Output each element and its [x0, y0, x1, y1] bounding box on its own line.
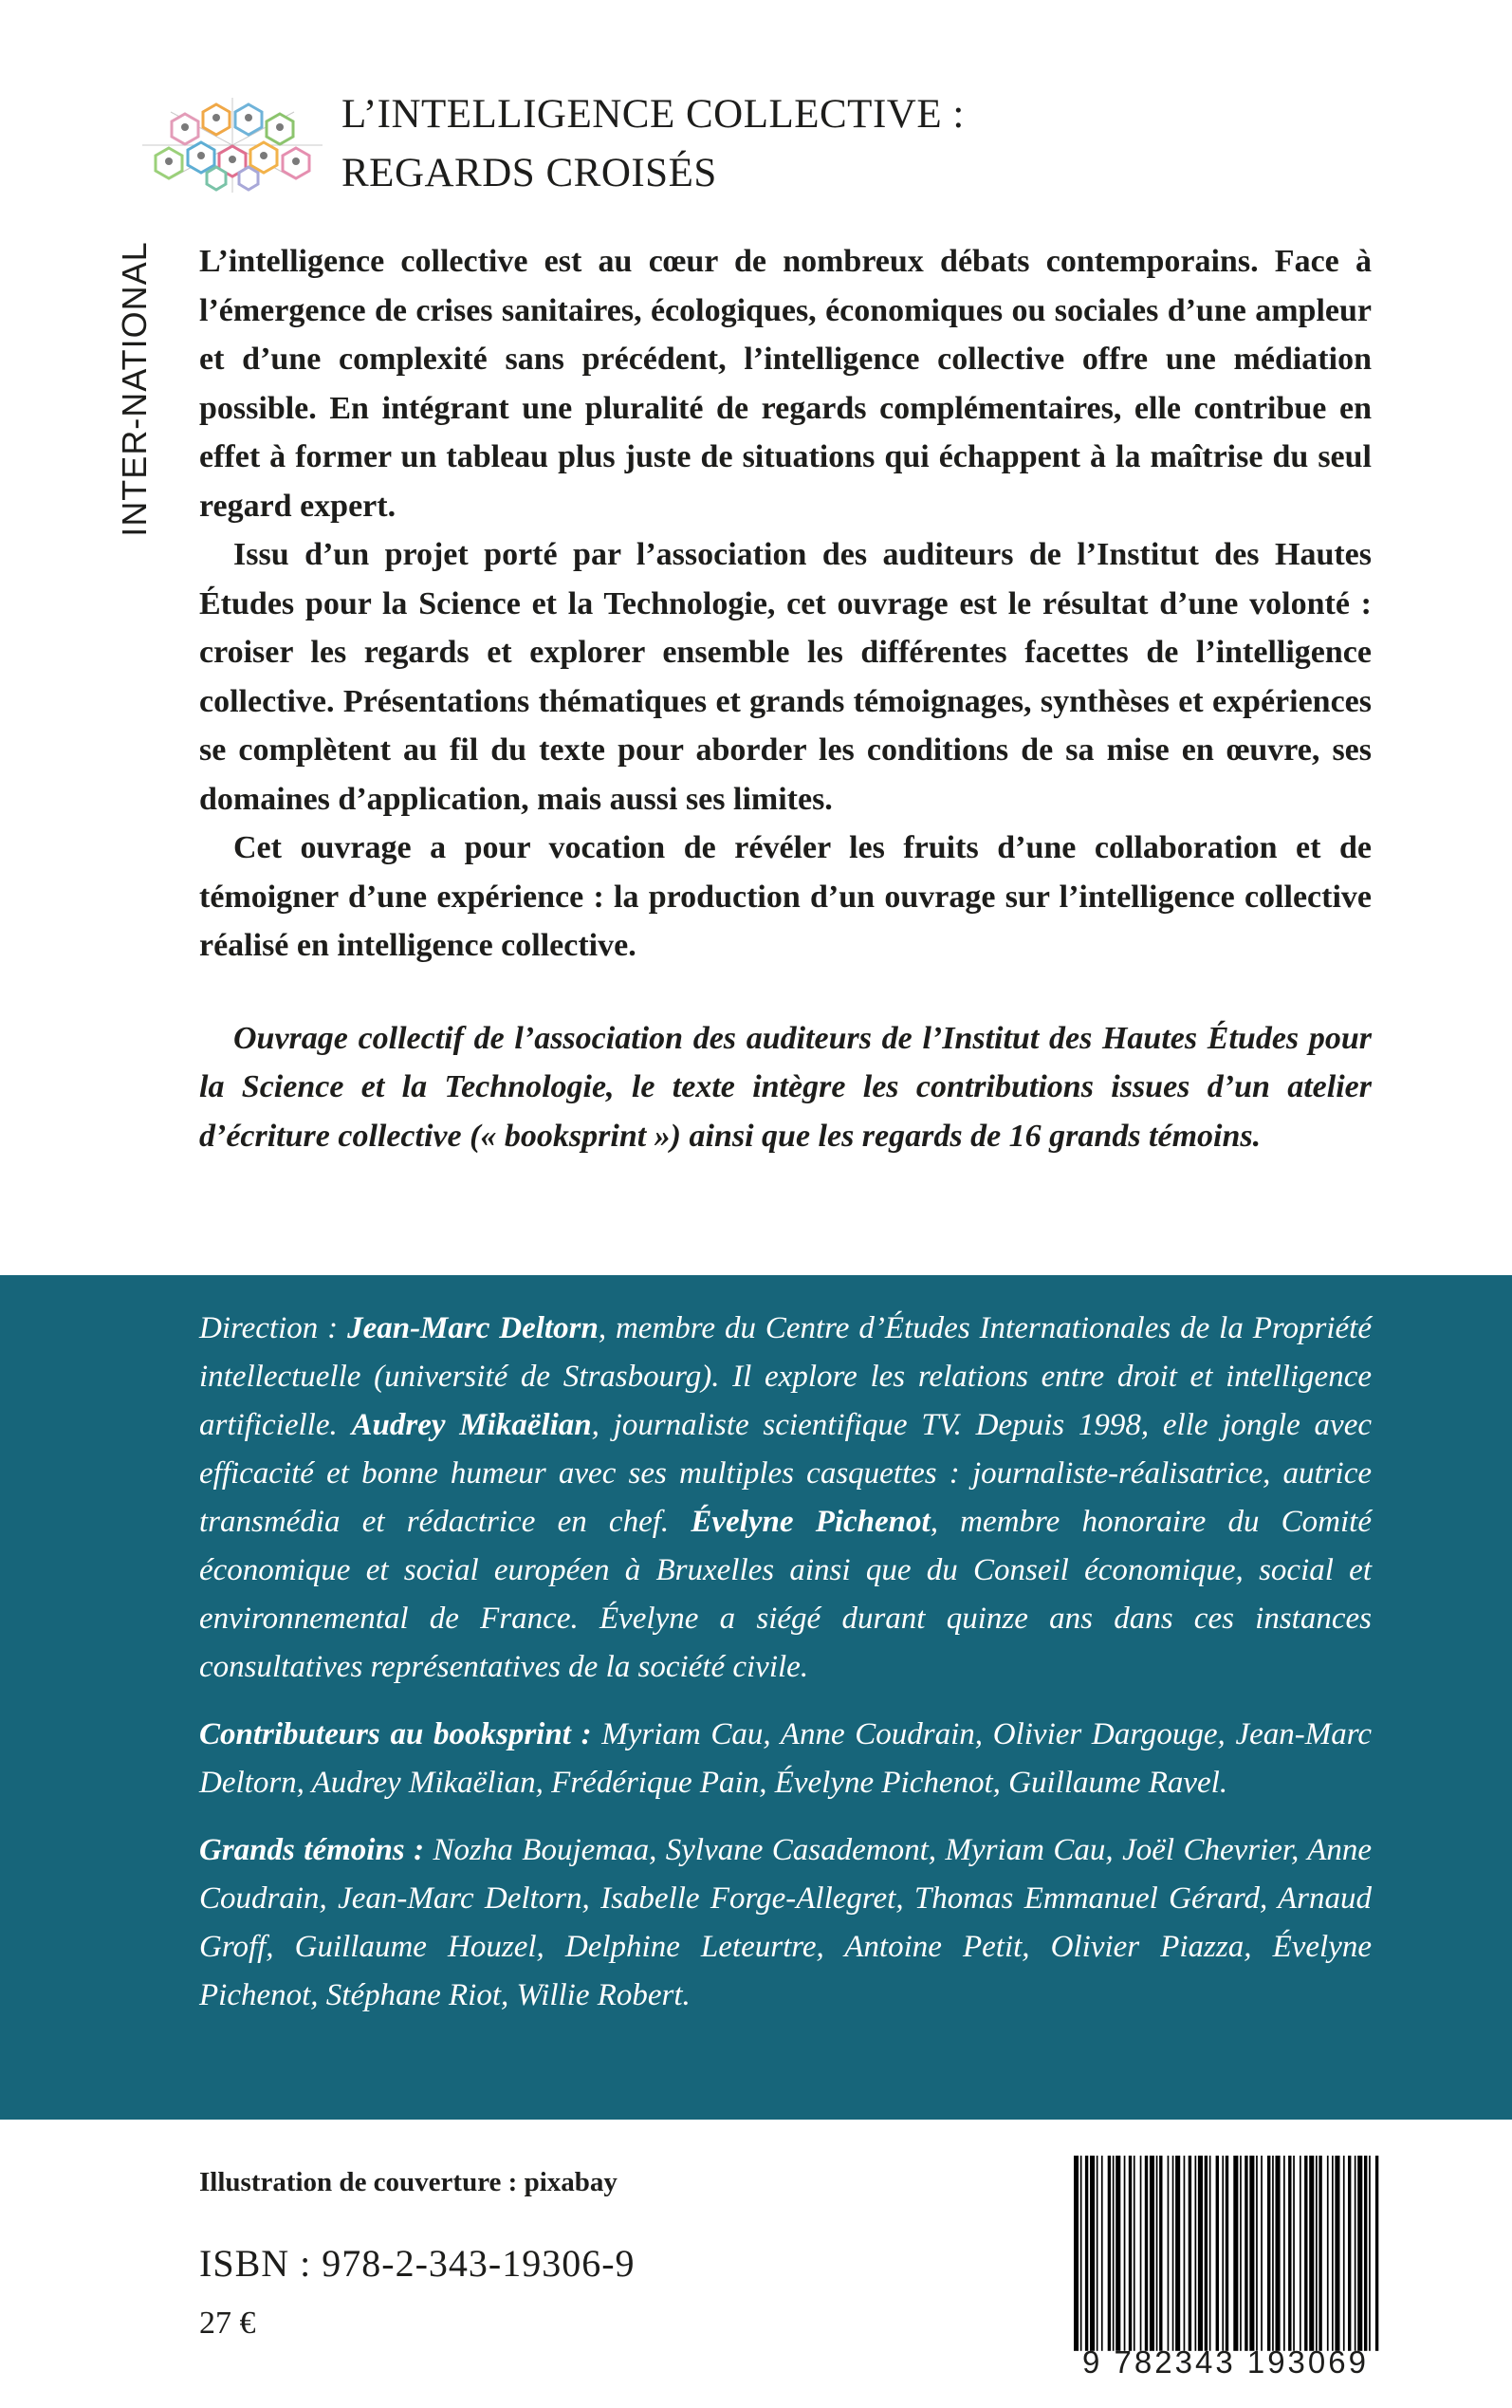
barcode-bar — [1209, 2156, 1211, 2351]
barcode-bar — [1156, 2156, 1158, 2351]
barcode-bar — [1283, 2156, 1285, 2351]
barcode-bar — [1097, 2156, 1098, 2351]
barcode-bar — [1172, 2156, 1174, 2351]
barcode-bar — [1168, 2156, 1170, 2351]
barcode-bar — [1101, 2156, 1103, 2351]
witnesses-list: Nozha Boujemaa, Sylvane Casademont, Myriam Cau, Joël Chevrier, Anne Coudrain, Jean-Marc Deltorn, Isabelle Forge-Allegret, Thomas Emmanuel Gérard, Arnaud Groff, Guillaume Houzel, Delphine Leteurtre, Antoine Petit, Olivier Piazza, Évelyne Pichenot, Stéphane Riot, Willie Robert. — [199, 1833, 1372, 2012]
price: 27 € — [199, 2306, 256, 2341]
barcode-bar — [1226, 2156, 1228, 2351]
barcode-bar — [1159, 2156, 1162, 2351]
network-logo — [133, 93, 332, 197]
author-2-name: Audrey Mikaëlian — [351, 1408, 592, 1442]
barcode-bar — [1267, 2156, 1270, 2351]
isbn: ISBN : 978-2-343-19306-9 — [199, 2242, 636, 2285]
back-cover-summary — [199, 237, 1372, 1160]
barcode-bar — [1195, 2156, 1197, 2351]
barcode-bar — [1189, 2156, 1191, 2351]
contributors-list: Myriam Cau, Anne Coudrain, Olivier Dargouge, Jean-Marc Deltorn, Audrey Mikaëlian, Frédérique Pain, Évelyne Pichenot, Guillaume Ravel. — [199, 1717, 1372, 1800]
summary-paragraph-2: Issu d’un projet porté par l’association des auditeurs de l’Institut des Hautes Études pour la Science et la Technologie, cet ouvrage est le résultat d’une volonté : croiser les regards et explorer ensemble les différentes facettes de l’intelligence collective. Présentations thématiques et grands témoignages, synthèses et expériences se complètent au fil du texte pour aborder les conditions de sa mise en œuvre, ses domaines d’application, mais aussi ses limites. — [199, 537, 1372, 817]
series-label: INTER-NATIONAL — [115, 241, 154, 537]
barcode-bar — [1145, 2156, 1148, 2351]
barcode-bar — [1364, 2156, 1367, 2351]
title-line-2: REGARDS CROISÉS — [341, 151, 717, 195]
barcode-bar — [1108, 2156, 1111, 2351]
summary-paragraph-1: L’intelligence collective est au cœur de nombreux débats contemporains. Face à l’émergence de crises sanitaires, écologiques, économiques ou sociales d’une ampleur et d’une complexité sans précédent, l’intelligence collective offre une médiation possible. En intégrant une pluralité de regards complémentaires, elle contribue en effet à former un tableau plus juste de situations qui échappent à la maîtrise du seul regard expert. — [199, 244, 1372, 524]
barcode-bar — [1085, 2156, 1088, 2351]
barcode-bar — [1300, 2156, 1301, 2351]
witnesses-label: Grands témoins : — [199, 1833, 433, 1867]
barcode-bar — [1175, 2156, 1180, 2351]
barcode-bar — [1080, 2156, 1082, 2351]
hex-node-11 — [239, 167, 258, 190]
barcode-bar — [1309, 2156, 1314, 2351]
barcode-bar — [1304, 2156, 1307, 2351]
barcode-bar — [1332, 2156, 1334, 2351]
barcode-bar — [1335, 2156, 1339, 2351]
barcode-bar — [1245, 2156, 1247, 2351]
barcode-bar — [1240, 2156, 1242, 2351]
barcode-bar — [1249, 2156, 1254, 2351]
collective-note: Ouvrage collectif de l’association des auditeurs de l’Institut des Hautes Études pour la Science et la Technologie, le texte intègre les contributions issues d’un atelier d’écriture collective (« booksprint ») ainsi que les regards de 16 grands témoins. — [199, 1020, 1372, 1154]
contributors-label: Contributeurs au booksprint : — [199, 1717, 602, 1751]
author-2-bio: , journaliste scientifique TV. Depuis 1998, elle jongle avec efficacité et bonne humeur avec ses multiples casquettes : journaliste-réalisatrice, autrice transmédia et rédactrice en chef. — [199, 1408, 1372, 1539]
barcode-bar — [1327, 2156, 1329, 2351]
author-3-name: Évelyne Pichenot — [691, 1505, 931, 1539]
barcode-bar — [1318, 2156, 1321, 2351]
barcode-bar — [1276, 2156, 1281, 2351]
barcode-bar — [1090, 2156, 1095, 2351]
barcode-bar — [1316, 2156, 1318, 2351]
barcode-bar — [1256, 2156, 1258, 2351]
barcode-bar — [1116, 2156, 1120, 2351]
authors-text — [199, 1305, 1372, 2039]
barcode-bar — [1272, 2156, 1274, 2351]
barcode-bar — [1348, 2156, 1351, 2351]
barcode-bar — [1357, 2156, 1362, 2351]
barcode-bar — [1355, 2156, 1356, 2351]
barcode-bar — [1198, 2156, 1203, 2351]
contributors-paragraph — [199, 1711, 1372, 1807]
witnesses-paragraph — [199, 1826, 1372, 2020]
barcode-bar — [1216, 2156, 1219, 2351]
barcode-bar — [1134, 2156, 1135, 2351]
barcode-bar — [1113, 2156, 1115, 2351]
barcode-bar — [1184, 2156, 1186, 2351]
cover-illustration-credit: Illustration de couverture : pixabay — [199, 2167, 618, 2197]
barcode-bar — [1222, 2156, 1224, 2351]
barcode-bar — [1205, 2156, 1208, 2351]
direction-label: Direction : — [199, 1311, 348, 1345]
summary-paragraph-3: Cet ouvrage a pour vocation de révéler les fruits d’une collaboration et de témoigner d’une expérience : la production d’un ouvrage sur l’intelligence collective réalisé en intelligence collective. — [199, 830, 1372, 963]
barcode-bar — [1124, 2156, 1126, 2351]
barcode-bar — [1074, 2156, 1079, 2351]
title-line-1: L’INTELLIGENCE COLLECTIVE : — [341, 92, 965, 137]
direction-paragraph — [199, 1305, 1372, 1692]
barcode — [1070, 2156, 1381, 2355]
barcode-bar — [1140, 2156, 1142, 2351]
barcode-bar — [1233, 2156, 1238, 2351]
author-1-bio: , membre du Centre d’Études Internationales de la Propriété intellectuelle (université de Strasbourg). Il explore les relations entre droit et intelligence artificielle. — [199, 1311, 1372, 1442]
author-1-name: Jean-Marc Deltorn — [347, 1311, 599, 1345]
barcode-bar — [1261, 2156, 1263, 2351]
barcode-bar — [1369, 2156, 1371, 2351]
barcode-bar — [1375, 2156, 1378, 2351]
barcode-bar — [1343, 2156, 1345, 2351]
barcode-digits: 9 782343 193069 — [1082, 2344, 1369, 2380]
book-title — [341, 85, 1290, 203]
author-3-bio: , membre honoraire du Comité économique et social européen à Bruxelles ainsi que du Conseil économique, social et environnemental de France. Évelyne a siégé durant quinze ans dans ces instances consultatives représentatives de la société civile. — [199, 1505, 1372, 1684]
barcode-bar — [1129, 2156, 1132, 2351]
hex-node-10 — [207, 167, 226, 190]
barcode-bar — [1150, 2156, 1154, 2351]
barcode-bar — [1288, 2156, 1291, 2351]
barcode-bar — [1293, 2156, 1295, 2351]
